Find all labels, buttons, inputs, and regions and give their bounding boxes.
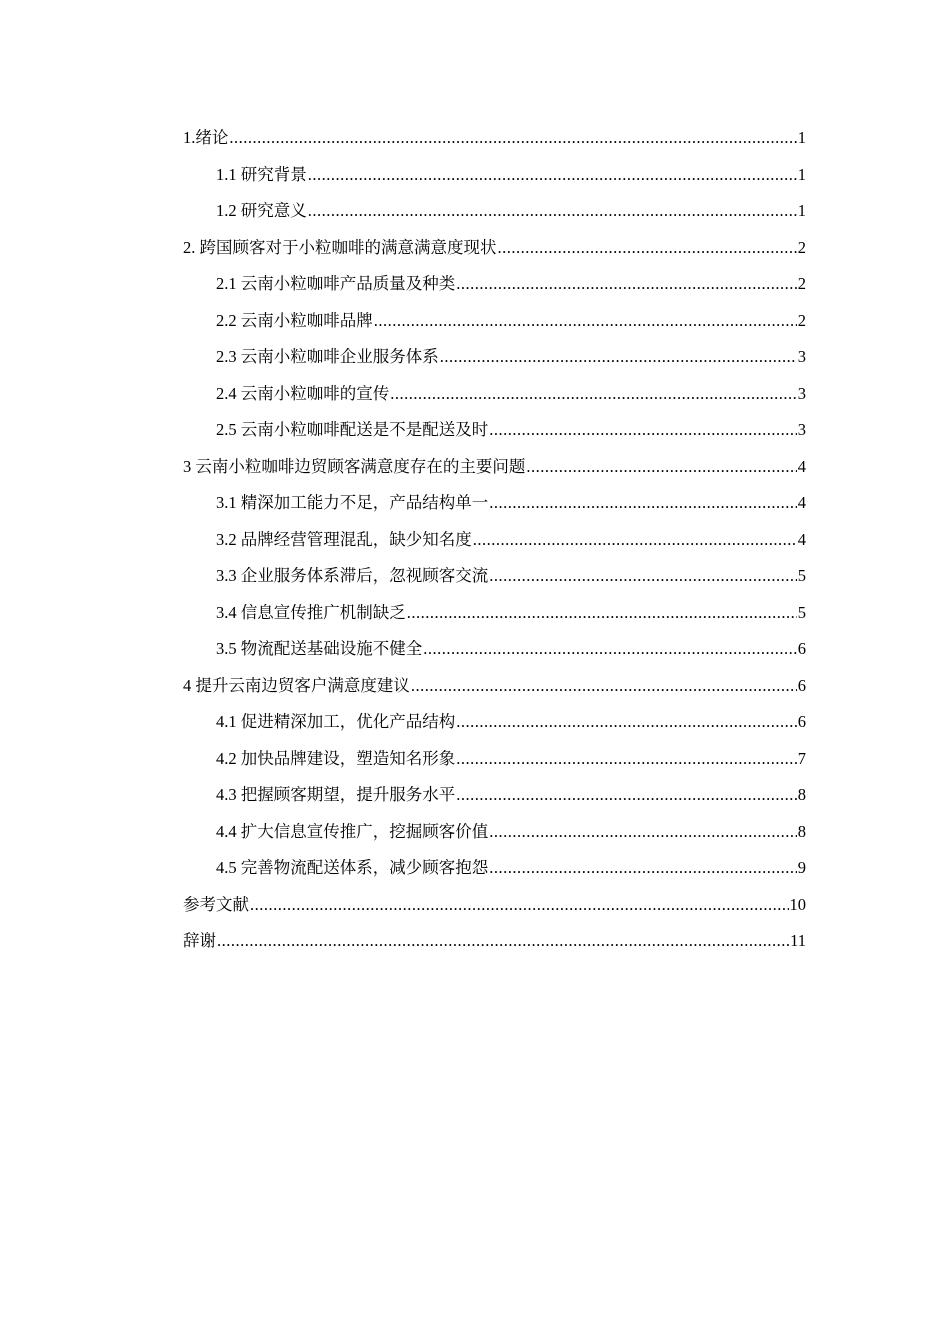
toc-entry-title: 3 云南小粒咖啡边贸顾客满意度存在的主要问题 <box>183 456 526 476</box>
toc-leader-dots <box>411 668 797 705</box>
toc-entry-3-4[interactable] <box>183 595 806 632</box>
toc-entry-3[interactable] <box>183 449 806 486</box>
toc-entry-2-5[interactable] <box>183 412 806 449</box>
toc-page-number: 2 <box>797 310 806 330</box>
toc-entry-title: 4 提升云南边贸客户满意度建议 <box>183 675 410 695</box>
toc-entry-3-3[interactable] <box>183 558 806 595</box>
toc-entry-title: 参考文献 <box>183 894 249 914</box>
toc-entry-title: 4.1 促进精深加工，优化产品结构 <box>216 712 456 731</box>
toc-entry-4-3[interactable] <box>183 777 806 814</box>
toc-page-number: 1 <box>797 128 806 147</box>
toc-leader-dots <box>489 412 797 449</box>
toc-entry-2-2[interactable] <box>183 303 806 340</box>
toc-page-number: 10 <box>789 894 806 914</box>
toc-page-number: 5 <box>797 602 806 622</box>
toc-leader-dots <box>390 376 797 413</box>
toc-leader-dots <box>473 522 797 559</box>
toc-page-number: 7 <box>797 748 806 768</box>
toc-entry-title: 2.1 云南小粒咖啡产品质量及种类 <box>216 274 456 293</box>
toc-page-number: 3 <box>797 383 806 403</box>
toc-entry-4-5[interactable] <box>183 850 806 887</box>
toc-entry-title: 2. 跨国顾客对于小粒咖啡的满意满意度现状 <box>183 237 497 257</box>
toc-entry-2-4[interactable] <box>183 376 806 413</box>
toc-page-number: 6 <box>797 639 806 658</box>
toc-entry-title: 辞谢 <box>183 931 216 950</box>
toc-leader-dots <box>308 193 797 230</box>
toc-leader-dots <box>489 558 797 595</box>
toc-entry-title: 2.2 云南小粒咖啡品牌 <box>216 310 373 330</box>
toc-entry-title: 2.4 云南小粒咖啡的宣传 <box>216 383 390 403</box>
toc-entry-title: 4.4 扩大信息宣传推广，挖掘顾客价值 <box>216 821 489 841</box>
toc-entry-acknowledgements[interactable] <box>183 923 806 960</box>
toc-entry-3-1[interactable] <box>183 485 806 522</box>
toc-page-number: 4 <box>797 456 806 476</box>
toc-entry-title: 2.5 云南小粒咖啡配送是不是配送及时 <box>216 420 489 439</box>
toc-entry-references[interactable] <box>183 887 806 924</box>
toc-entry-4-4[interactable] <box>183 814 806 851</box>
toc-leader-dots <box>229 120 796 157</box>
toc-leader-dots <box>489 850 797 887</box>
toc-entry-title: 2.3 云南小粒咖啡企业服务体系 <box>216 347 439 366</box>
toc-leader-dots <box>217 923 789 960</box>
toc-entry-title: 1.绪论 <box>183 128 229 147</box>
toc-entry-1[interactable] <box>183 120 806 157</box>
toc-leader-dots <box>250 887 789 924</box>
toc-entry-1-2[interactable] <box>183 193 806 230</box>
toc-entry-title: 4.3 把握顾客期望，提升服务水平 <box>216 785 456 804</box>
toc-leader-dots <box>489 485 797 522</box>
toc-entry-3-2[interactable] <box>183 522 806 559</box>
toc-entry-title: 4.2 加快品牌建设，塑造知名形象 <box>216 748 456 768</box>
toc-page-number: 9 <box>797 858 806 877</box>
toc-entry-title: 3.5 物流配送基础设施不健全 <box>216 639 423 658</box>
toc-page-number: 1 <box>797 201 806 220</box>
toc-page-number: 3 <box>797 420 806 439</box>
toc-page-number: 2 <box>797 237 806 257</box>
toc-page-number: 11 <box>790 931 806 950</box>
toc-leader-dots <box>489 814 797 851</box>
toc-page-number: 8 <box>797 785 806 804</box>
toc-page-number: 3 <box>797 347 806 366</box>
toc-leader-dots <box>423 631 797 668</box>
toc-entry-4-1[interactable] <box>183 704 806 741</box>
toc-entry-4[interactable] <box>183 668 806 705</box>
table-of-contents <box>183 120 806 960</box>
toc-entry-title: 1.1 研究背景 <box>216 164 307 184</box>
toc-leader-dots <box>456 266 797 303</box>
toc-entry-2[interactable] <box>183 230 806 267</box>
toc-leader-dots <box>440 339 797 376</box>
toc-leader-dots <box>374 303 797 340</box>
toc-entry-title: 1.2 研究意义 <box>216 201 307 220</box>
toc-page-number: 1 <box>797 164 806 184</box>
toc-entry-1-1[interactable] <box>183 157 806 194</box>
toc-leader-dots <box>308 157 797 194</box>
toc-entry-3-5[interactable] <box>183 631 806 668</box>
toc-entry-title: 4.5 完善物流配送体系，减少顾客抱怨 <box>216 858 489 877</box>
toc-leader-dots <box>456 741 797 778</box>
toc-page-number: 6 <box>797 675 806 695</box>
toc-page-number: 8 <box>797 821 806 841</box>
toc-entry-4-2[interactable] <box>183 741 806 778</box>
toc-entry-2-1[interactable] <box>183 266 806 303</box>
toc-entry-title: 3.4 信息宣传推广机制缺乏 <box>216 602 406 622</box>
toc-entry-title: 3.1 精深加工能力不足，产品结构单一 <box>216 493 489 512</box>
toc-page-number: 4 <box>797 493 806 512</box>
toc-leader-dots <box>526 449 796 486</box>
toc-leader-dots <box>407 595 797 632</box>
toc-entry-title: 3.2 品牌经营管理混乱，缺少知名度 <box>216 529 472 549</box>
toc-page-number: 2 <box>797 274 806 293</box>
toc-entry-2-3[interactable] <box>183 339 806 376</box>
toc-page-number: 4 <box>797 529 806 549</box>
toc-leader-dots <box>456 704 797 741</box>
toc-page-number: 5 <box>797 566 806 585</box>
toc-leader-dots <box>498 230 797 267</box>
toc-page-number: 6 <box>797 712 806 731</box>
toc-leader-dots <box>456 777 797 814</box>
toc-entry-title: 3.3 企业服务体系滞后，忽视顾客交流 <box>216 566 489 585</box>
